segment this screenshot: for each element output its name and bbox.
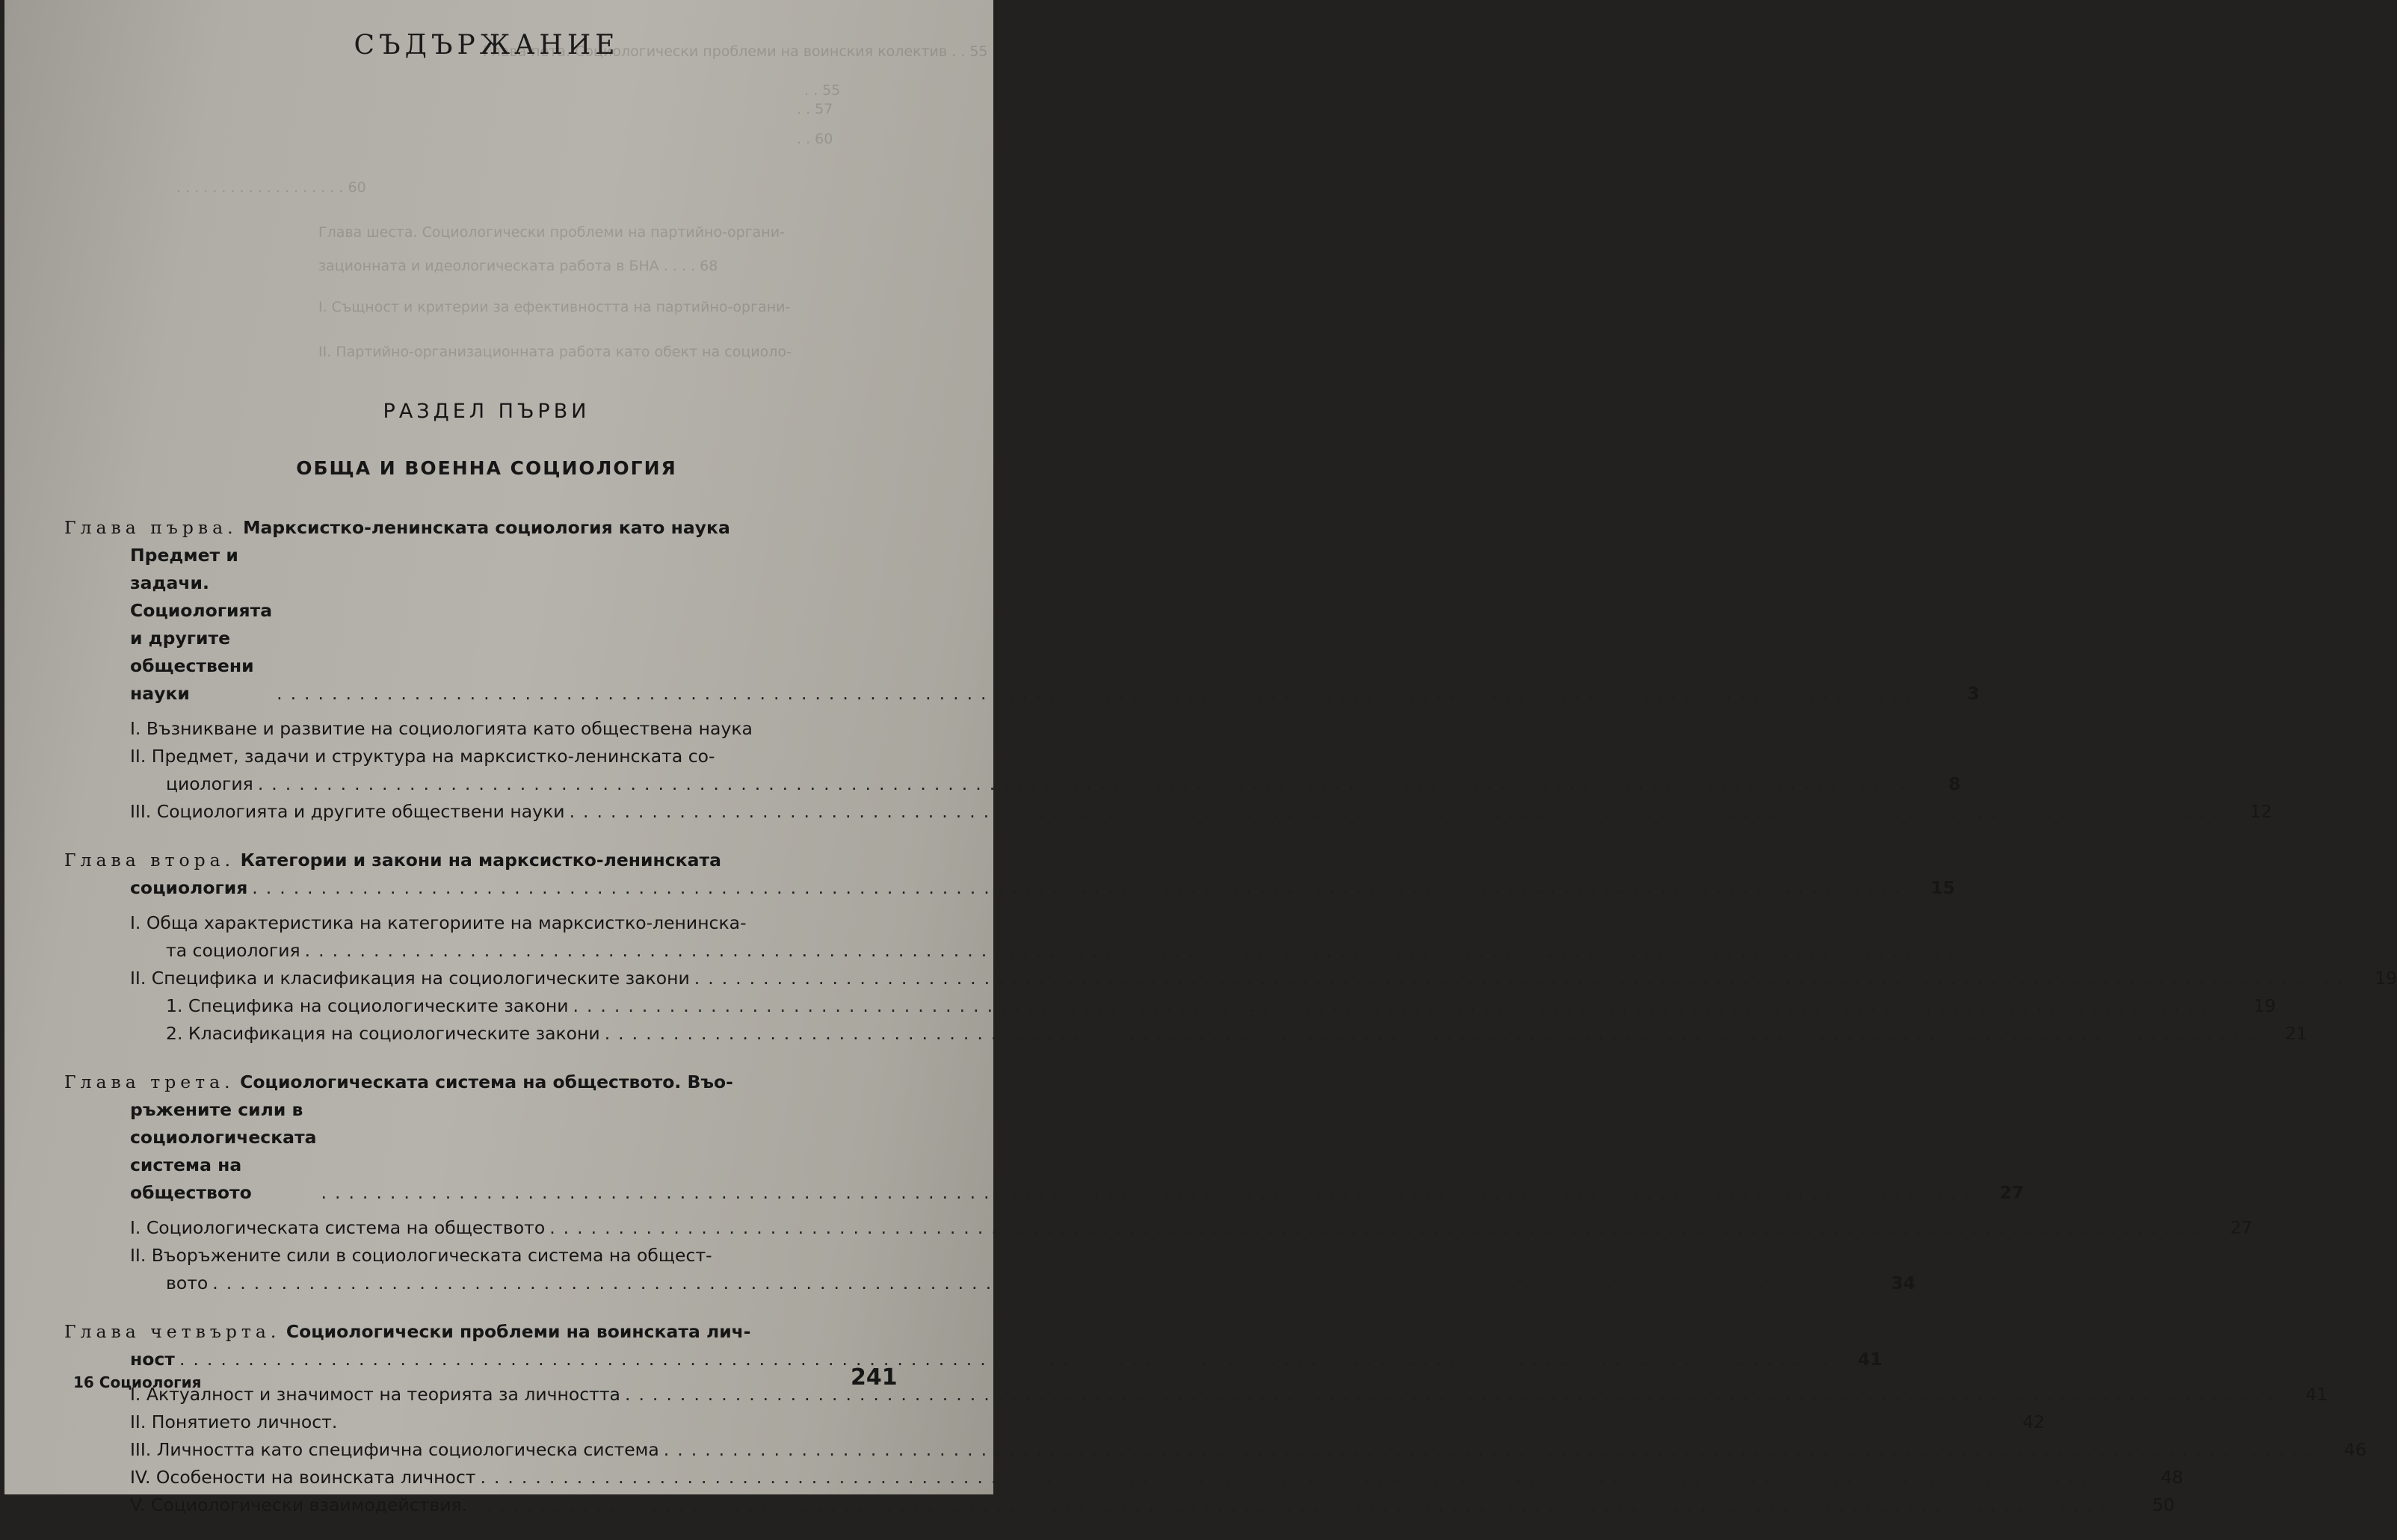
toc-entry[interactable]: [130, 798, 2272, 826]
chapter-page: 27: [1999, 1182, 2024, 1203]
section-subtitle: ОБЩА И ВОЕННА СОЦИОЛОГИЯ: [296, 457, 677, 479]
dot-leader: ........................................................................................................................: [480, 1467, 2137, 1488]
dot-leader: ........................................................................................................................: [694, 968, 2351, 989]
entry-page: 50: [2152, 1494, 2175, 1515]
entry-text: II. Понятието личност.: [130, 1411, 338, 1432]
chapter-title-cont: ръжените сили в социологическата система на обществото: [130, 1099, 317, 1203]
bleed-through-text: . . 57: [797, 101, 833, 117]
contents-heading: СЪДЪРЖАНИЕ: [354, 30, 620, 61]
entry-text: I. Възникване и развитие на социологията като обществена наука: [130, 718, 753, 739]
dot-leader: ........................................................................................................................: [624, 1384, 2282, 1405]
bleed-through-text: зационната и идеологическата работа в БНА . . . . 68: [318, 258, 718, 274]
bleed-through-text: Глава пета. Социологически проблеми на воинския колектив . . 55: [483, 43, 988, 60]
dot-leader: ........................................................................................................................: [569, 801, 2226, 822]
dot-leader: ........................................................................................................................: [663, 1439, 2321, 1460]
entry-page: 19: [2253, 995, 2276, 1016]
dot-leader: ........................................................................................................................: [179, 1349, 1836, 1370]
entry-text: II. Въоръжените сили в социологическата система на общест-: [130, 1245, 712, 1266]
section-title: РАЗДЕЛ ПЪРВИ: [383, 400, 590, 423]
toc-subentry[interactable]: [130, 992, 2276, 1020]
toc-entry[interactable]: [130, 965, 2397, 992]
chapter-title: Социологическата система на обществото. Въо-: [240, 1071, 733, 1092]
entry-text: IV. Особености на воинската личност: [130, 1467, 476, 1488]
entry-page: 8: [1948, 773, 1961, 794]
chapter-prefix: Глава първа.: [64, 517, 238, 538]
bleed-through-text: . . . . . . . . . . . . . . . . . . . 60: [176, 179, 366, 196]
entry-list: [64, 1381, 2367, 1519]
toc-entry[interactable]: [130, 909, 909, 937]
entry-text: II. Предмет, задачи и структура на марксистко-ленинската со-: [130, 746, 715, 767]
chapter-title: Марксистко-ленинската социология като наука: [243, 517, 730, 538]
toc-entry[interactable]: [130, 1436, 2367, 1464]
entry-text: II. Специфика и класификация на социологическите закони: [130, 968, 690, 989]
bleed-through-text: . . 60: [797, 131, 833, 147]
entry-list: [64, 1214, 2253, 1297]
dot-leader: ........................................................................................................................: [604, 1023, 2262, 1044]
chapter-title-cont: Предмет и задачи. Социологията и другите обществени науки: [130, 545, 273, 704]
chapter-prefix: Глава втора.: [64, 850, 235, 870]
printer-signature: 16 Социология: [73, 1373, 202, 1391]
toc-entry[interactable]: [130, 743, 909, 770]
toc-entry-cont[interactable]: [130, 1270, 1916, 1297]
toc-entry[interactable]: [130, 1408, 2045, 1436]
bleed-through-text: I. Същност и критерии за ефективността на партийно-органи-: [318, 299, 791, 315]
dot-leader: ........................................................................................................................: [573, 995, 2230, 1016]
chapter-heading[interactable]: [64, 514, 909, 542]
bleed-through-text: . . 55: [804, 82, 841, 99]
toc-entry[interactable]: [130, 1464, 2183, 1491]
entry-page: 46: [2344, 1439, 2367, 1460]
entry-list: [64, 909, 2397, 1048]
chapter-page: 3: [1967, 683, 1980, 704]
toc-entry[interactable]: [130, 1491, 2175, 1519]
chapter-heading-cont[interactable]: [64, 1346, 1883, 1373]
chapter: [64, 1069, 2253, 1297]
entry-text: 2. Класификация на социологическите закони: [166, 1023, 600, 1044]
dot-leader: ........................................................................................................................: [321, 1182, 1978, 1203]
chapter-heading-cont[interactable]: [64, 874, 1955, 902]
chapter-page: 41: [1857, 1349, 1883, 1370]
chapter-title-cont: ност: [130, 1349, 175, 1370]
dot-leader: ........................................................................................................................: [252, 877, 1909, 898]
entry-text: I. Социологическата система на обществото: [130, 1217, 546, 1238]
chapter-prefix: Глава четвърта.: [64, 1321, 281, 1342]
toc-entry-cont[interactable]: [130, 770, 1961, 798]
chapter: [64, 514, 2272, 826]
entry-list: [64, 715, 2272, 826]
toc-entry[interactable]: [130, 1214, 2253, 1242]
entry-text-cont: циология: [166, 773, 253, 794]
bleed-through-text: Глава шеста. Социологически проблеми на партийно-органи-: [318, 224, 785, 241]
entry-text: I. Обща характеристика на категориите на марксистко-ленинска-: [130, 912, 747, 933]
page-number: 241: [851, 1364, 898, 1391]
chapter-title-cont: социология: [130, 877, 248, 898]
dot-leader: [342, 1408, 1998, 1436]
toc-entry[interactable]: [130, 1242, 909, 1270]
chapter-heading-cont[interactable]: [64, 542, 1980, 708]
entry-text: I. Актуалност и значимост на теорията за личността: [130, 1384, 620, 1405]
toc-subentry[interactable]: [130, 1020, 2308, 1048]
entry-page: 21: [2285, 1023, 2308, 1044]
dot-leader: ........................................................................................................................: [549, 1217, 2206, 1238]
entry-page: 34: [1891, 1272, 1916, 1293]
chapter-prefix: Глава трета.: [64, 1071, 235, 1092]
entry-page: 19: [2375, 968, 2397, 989]
entry-text-cont: та социология: [166, 940, 300, 961]
chapter-heading[interactable]: [64, 1069, 909, 1096]
entry-text-cont: вото: [166, 1272, 209, 1293]
chapter-heading-cont[interactable]: [64, 1096, 2024, 1207]
entry-page: 48: [2160, 1467, 2183, 1488]
dot-leader: ........................................................................................................................: [257, 773, 1915, 794]
toc-entry-cont[interactable]: [130, 937, 1962, 965]
bleed-through-text: II. Партийно-организационната работа като обект на социоло-: [318, 344, 792, 360]
dot-leader: ........................................................................................................................: [277, 683, 1934, 704]
chapter-heading[interactable]: [64, 1318, 909, 1346]
chapter-heading[interactable]: [64, 847, 909, 874]
dot-leader: ........................................................................................................................: [304, 940, 1962, 961]
entry-text: III. Личността като специфична социологическа система: [130, 1439, 659, 1460]
book-page: [4, 0, 2397, 1515]
dot-leader: ........................................................................................................................: [212, 1272, 1869, 1293]
entry-page: 41: [2305, 1384, 2328, 1405]
toc-entry[interactable]: [130, 1381, 2328, 1408]
chapter: [64, 847, 2397, 1048]
chapter: [64, 1318, 2367, 1519]
entry-page: 27: [2230, 1217, 2253, 1238]
entry-page: 42: [2022, 1411, 2045, 1432]
chapter-page: 15: [1931, 877, 1955, 898]
chapter-title: Социологически проблеми на воинската лич-: [286, 1321, 751, 1342]
toc-entry[interactable]: [130, 715, 909, 743]
entry-text: V. Социологически взаимодействия.: [130, 1494, 468, 1515]
entry-text: 1. Специфика на социологическите закони: [166, 995, 569, 1016]
dot-leader: ........................................................................................................................: [472, 1494, 2129, 1515]
chapter-title: Категории и закони на марксистко-ленинската: [240, 850, 721, 870]
entry-text: III. Социологията и другите обществени науки: [130, 801, 565, 822]
entry-page: 12: [2250, 801, 2272, 822]
